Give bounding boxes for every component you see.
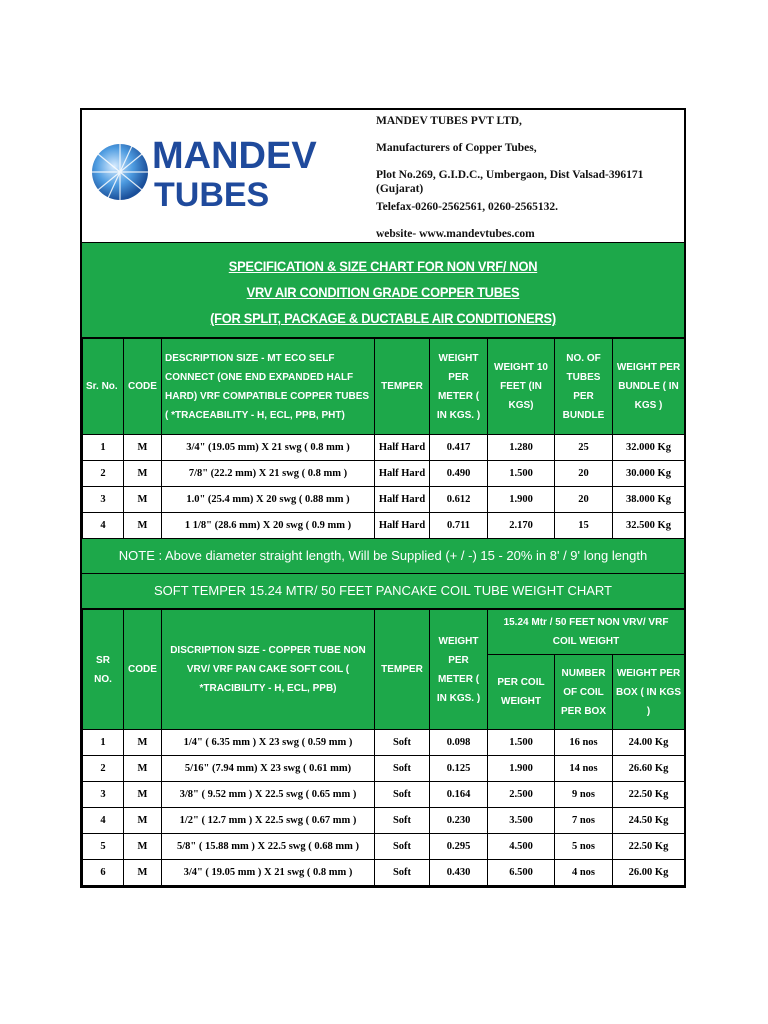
cell-weight-per-meter: 0.417 xyxy=(430,435,488,461)
cell-sr: 3 xyxy=(83,782,124,808)
company-telefax: Telefax-0260-2562561, 0260-2565132. xyxy=(376,201,558,213)
supply-note: NOTE : Above diameter straight length, Will be Supplied (+ / -) 15 - 20% in 8' / 9' long length xyxy=(82,539,684,574)
company-tagline: Manufacturers of Copper Tubes, xyxy=(376,142,537,154)
cell-code: M xyxy=(124,756,162,782)
cell-description: 3/8" ( 9.52 mm ) X 22.5 swg ( 0.65 mm ) xyxy=(162,782,375,808)
cell-weight-per-box: 24.50 Kg xyxy=(613,808,685,834)
table-row xyxy=(83,730,685,756)
cell-per-coil-weight: 4.500 xyxy=(488,834,555,860)
cell-weight-per-meter: 0.711 xyxy=(430,513,488,539)
cell-per-coil-weight: 1.900 xyxy=(488,756,555,782)
cell-description: 1.0" (25.4 mm) X 20 swg ( 0.88 mm ) xyxy=(162,487,375,513)
cell-temper: Soft xyxy=(375,730,430,756)
cell-code: M xyxy=(124,435,162,461)
table1-header-row xyxy=(83,339,685,435)
cell-temper: Half Hard xyxy=(375,461,430,487)
cell-sr: 6 xyxy=(83,860,124,886)
cell-temper: Soft xyxy=(375,808,430,834)
table2-header-row-1 xyxy=(83,610,685,655)
cell-description: 5/16" (7.94 mm) X 23 swg ( 0.61 mm) xyxy=(162,756,375,782)
header-code: CODE xyxy=(124,339,162,435)
cell-weight-per-meter: 0.230 xyxy=(430,808,488,834)
cell-temper: Half Hard xyxy=(375,513,430,539)
cell-description: 1/2" ( 12.7 mm ) X 22.5 swg ( 0.67 mm ) xyxy=(162,808,375,834)
cell-weight-per-bundle: 30.000 Kg xyxy=(613,461,685,487)
cell-tubes-per-bundle: 15 xyxy=(555,513,613,539)
cell-temper: Half Hard xyxy=(375,487,430,513)
cell-weight-per-meter: 0.430 xyxy=(430,860,488,886)
cell-code: M xyxy=(124,834,162,860)
cell-tubes-per-bundle: 20 xyxy=(555,461,613,487)
table-row xyxy=(83,808,685,834)
cell-per-coil-weight: 3.500 xyxy=(488,808,555,834)
cell-description: 5/8" ( 15.88 mm ) X 22.5 swg ( 0.68 mm ) xyxy=(162,834,375,860)
spec-sheet xyxy=(80,108,686,888)
header-weight-10-feet: WEIGHT 10 FEET (IN KGS) xyxy=(488,339,555,435)
cell-coils-per-box: 14 nos xyxy=(555,756,613,782)
cell-weight-per-meter: 0.098 xyxy=(430,730,488,756)
cell-sr: 2 xyxy=(83,756,124,782)
cell-temper: Soft xyxy=(375,756,430,782)
cell-sr: 1 xyxy=(83,730,124,756)
pancake-coil-table xyxy=(82,609,685,886)
cell-code: M xyxy=(124,730,162,756)
cell-code: M xyxy=(124,513,162,539)
cell-sr: 3 xyxy=(83,487,124,513)
cell-weight-per-bundle: 32.000 Kg xyxy=(613,435,685,461)
cell-weight-10-feet: 2.170 xyxy=(488,513,555,539)
cell-weight-per-meter: 0.490 xyxy=(430,461,488,487)
cell-weight-10-feet: 1.500 xyxy=(488,461,555,487)
cell-coils-per-box: 16 nos xyxy=(555,730,613,756)
cell-temper: Soft xyxy=(375,860,430,886)
header-per-coil-weight: PER COIL WEIGHT xyxy=(488,655,555,730)
table-row xyxy=(83,487,685,513)
cell-tubes-per-bundle: 20 xyxy=(555,487,613,513)
straight-length-table xyxy=(82,338,685,539)
cell-temper: Soft xyxy=(375,782,430,808)
header-sr-no: Sr. No. xyxy=(83,339,124,435)
cell-weight-10-feet: 1.900 xyxy=(488,487,555,513)
header-weight-per-meter: WEIGHT PER METER ( IN KGS. ) xyxy=(430,339,488,435)
cell-sr: 5 xyxy=(83,834,124,860)
mandev-tubes-logo xyxy=(90,124,360,224)
cell-weight-per-bundle: 32.500 Kg xyxy=(613,513,685,539)
cell-weight-per-meter: 0.164 xyxy=(430,782,488,808)
cell-weight-per-meter: 0.612 xyxy=(430,487,488,513)
company-address: Plot No.269, G.I.D.C., Umbergaon, Dist Valsad-396171 (Gujarat) xyxy=(376,169,644,195)
logo-word-tubes: TUBES xyxy=(154,176,270,214)
cell-weight-10-feet: 1.280 xyxy=(488,435,555,461)
cell-coils-per-box: 9 nos xyxy=(555,782,613,808)
cell-sr: 1 xyxy=(83,435,124,461)
cell-per-coil-weight: 1.500 xyxy=(488,730,555,756)
header-tubes-per-bundle: NO. OF TUBES PER BUNDLE xyxy=(555,339,613,435)
header-code: CODE xyxy=(124,610,162,730)
cell-code: M xyxy=(124,487,162,513)
cell-code: M xyxy=(124,808,162,834)
cell-code: M xyxy=(124,461,162,487)
table-row xyxy=(83,782,685,808)
table-row xyxy=(83,435,685,461)
cell-tubes-per-bundle: 25 xyxy=(555,435,613,461)
table-row xyxy=(83,860,685,886)
cell-weight-per-meter: 0.295 xyxy=(430,834,488,860)
cell-weight-per-box: 22.50 Kg xyxy=(613,782,685,808)
company-website: website- www.mandevtubes.com xyxy=(376,228,535,240)
header-coils-per-box: NUMBER OF COIL PER BOX xyxy=(555,655,613,730)
table-row xyxy=(83,513,685,539)
coil-chart-title: SOFT TEMPER 15.24 MTR/ 50 FEET PANCAKE COIL TUBE WEIGHT CHART xyxy=(82,574,684,609)
cell-weight-per-box: 26.60 Kg xyxy=(613,756,685,782)
header-temper: TEMPER xyxy=(375,610,430,730)
table-row xyxy=(83,461,685,487)
cell-per-coil-weight: 2.500 xyxy=(488,782,555,808)
header-description: DESCRIPTION SIZE - MT ECO SELF CONNECT (ONE END EXPANDED HALF HARD) VRF COMPATIBLE COPPER TUBES ( *TRACEABILITY - H, ECL, PPB, PHT) xyxy=(162,339,375,435)
company-name: MANDEV TUBES PVT LTD, xyxy=(376,115,522,127)
header-description: DISCRIPTION SIZE - COPPER TUBE NON VRV/ VRF PAN CAKE SOFT COIL ( *TRACIBILITY - H, ECL, PPB) xyxy=(162,610,375,730)
cell-description: 7/8" (22.2 mm) X 21 swg ( 0.8 mm ) xyxy=(162,461,375,487)
chart-title-line1: SPECIFICATION & SIZE CHART FOR NON VRF/ NON xyxy=(228,258,538,274)
cell-weight-per-bundle: 38.000 Kg xyxy=(613,487,685,513)
header-coil-weight-group: 15.24 Mtr / 50 FEET NON VRV/ VRF COIL WEIGHT xyxy=(488,610,685,655)
cell-weight-per-box: 26.00 Kg xyxy=(613,860,685,886)
header-weight-per-bundle: WEIGHT PER BUNDLE ( IN KGS ) xyxy=(613,339,685,435)
header-temper: TEMPER xyxy=(375,339,430,435)
cell-sr: 4 xyxy=(83,513,124,539)
cell-weight-per-box: 24.00 Kg xyxy=(613,730,685,756)
cell-per-coil-weight: 6.500 xyxy=(488,860,555,886)
cell-coils-per-box: 4 nos xyxy=(555,860,613,886)
company-header xyxy=(82,110,684,243)
cell-description: 3/4" ( 19.05 mm ) X 21 swg ( 0.8 mm ) xyxy=(162,860,375,886)
chart-title-line2: VRV AIR CONDITION GRADE COPPER TUBES xyxy=(246,284,520,300)
cell-description: 1 1/8" (28.6 mm) X 20 swg ( 0.9 mm ) xyxy=(162,513,375,539)
cell-code: M xyxy=(124,860,162,886)
header-weight-per-box: WEIGHT PER BOX ( IN KGS ) xyxy=(613,655,685,730)
cell-description: 3/4" (19.05 mm) X 21 swg ( 0.8 mm ) xyxy=(162,435,375,461)
header-weight-per-meter: WEIGHT PER METER ( IN KGS. ) xyxy=(430,610,488,730)
cell-sr: 2 xyxy=(83,461,124,487)
company-details xyxy=(376,114,684,254)
chart-title-line3: (FOR SPLIT, PACKAGE & DUCTABLE AIR CONDITIONERS) xyxy=(210,310,556,326)
logo-word-mandev: MANDEV xyxy=(152,135,317,177)
table-row xyxy=(83,756,685,782)
chart-title-band xyxy=(82,243,684,338)
table-row xyxy=(83,834,685,860)
cell-temper: Soft xyxy=(375,834,430,860)
cell-sr: 4 xyxy=(83,808,124,834)
header-sr-no: SR NO. xyxy=(83,610,124,730)
cell-weight-per-meter: 0.125 xyxy=(430,756,488,782)
cell-coils-per-box: 7 nos xyxy=(555,808,613,834)
cell-description: 1/4" ( 6.35 mm ) X 23 swg ( 0.59 mm ) xyxy=(162,730,375,756)
cell-code: M xyxy=(124,782,162,808)
cell-temper: Half Hard xyxy=(375,435,430,461)
cell-weight-per-box: 22.50 Kg xyxy=(613,834,685,860)
cell-coils-per-box: 5 nos xyxy=(555,834,613,860)
